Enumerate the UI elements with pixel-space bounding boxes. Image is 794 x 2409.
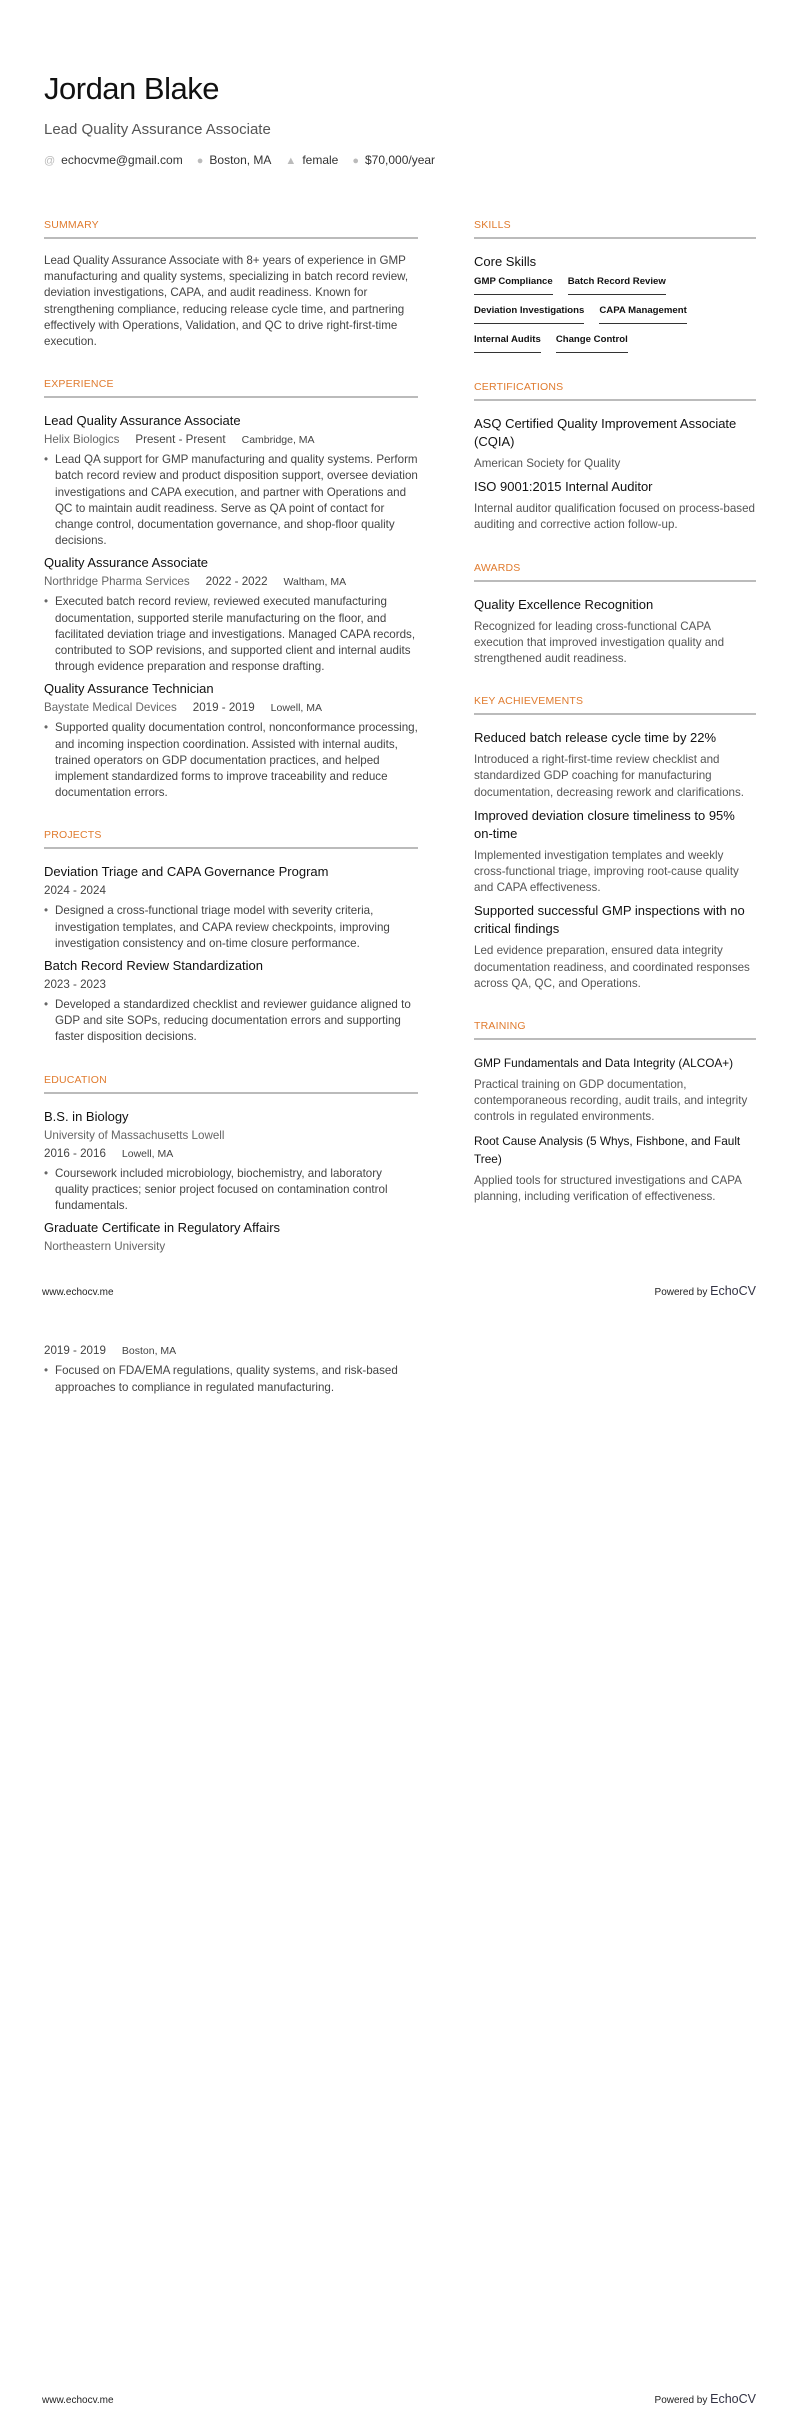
achievement-desc: Introduced a right-first-time review checklist and standardized GDP coaching for manufacturing documentation, decreasing rework and clarifications. bbox=[474, 753, 745, 799]
projects-section bbox=[44, 829, 418, 1045]
dates: Present - Present bbox=[135, 433, 226, 447]
bullet: • Focused on FDA/EMA regulations, quality systems, and risk-based approaches to compliance in regulated manufacturing. bbox=[44, 1363, 418, 1395]
education-item bbox=[44, 1108, 418, 1215]
company: Baystate Medical Devices bbox=[44, 701, 177, 715]
section-heading: EDUCATION bbox=[44, 1074, 418, 1094]
section-heading: SUMMARY bbox=[44, 219, 418, 239]
skill-tag: GMP Compliance bbox=[474, 276, 553, 295]
skill-tag: Change Control bbox=[556, 334, 628, 353]
contact-email[interactable]: @ echocvme@gmail.com bbox=[44, 153, 183, 167]
certifications-section bbox=[474, 381, 756, 534]
experience-item bbox=[44, 412, 418, 549]
candidate-title: Lead Quality Assurance Associate bbox=[44, 121, 271, 138]
section-heading: KEY ACHIEVEMENTS bbox=[474, 695, 756, 715]
skill-tag: CAPA Management bbox=[599, 305, 686, 324]
section-heading: EXPERIENCE bbox=[44, 378, 418, 398]
skills-group-title: Core Skills bbox=[474, 254, 537, 269]
skill-tag: Batch Record Review bbox=[568, 276, 666, 295]
training-name: GMP Fundamentals and Data Integrity (ALCOA+) bbox=[474, 1056, 734, 1071]
achievement-desc: Implemented investigation templates and weekly cross-functional triage, improving root-cause quality and CAPA effectiveness. bbox=[474, 848, 739, 895]
experience-item bbox=[44, 554, 418, 675]
cert-name: ASQ Certified Quality Improvement Associate (CQIA) bbox=[474, 416, 737, 449]
right-column bbox=[474, 219, 756, 1233]
project-title: Batch Record Review Standardization bbox=[44, 958, 263, 974]
contact-gender: ▲ female bbox=[285, 153, 339, 167]
education-item-continued bbox=[44, 1343, 418, 1395]
location: Boston, MA bbox=[121, 1345, 177, 1358]
training-desc: Practical training on GDP documentation, contemporaneous recording, audit trails, and integrity controls in regulated environments. bbox=[474, 1078, 748, 1124]
section-heading: TRAINING bbox=[474, 1020, 756, 1040]
page-footer bbox=[0, 1283, 794, 1301]
footer-site-link[interactable]: www.echocv.me bbox=[42, 1287, 114, 1299]
footer-powered-by: Powered by EchoCV bbox=[654, 2392, 756, 2407]
degree: Graduate Certificate in Regulatory Affairs bbox=[44, 1220, 281, 1236]
dates: 2019 - 2019 bbox=[192, 701, 255, 715]
summary-text: Lead Quality Assurance Associate with 8+ years of experience in GMP manufacturing and quality systems, specializing in batch record review, deviation investigations, CAPA, and audit readiness. Known for strengthening compliance, reducing release cycle time, and partnering effectively with Operations, Validation, and QC to drive right-first-time execution. bbox=[44, 254, 409, 349]
training-section bbox=[474, 1020, 756, 1205]
degree: B.S. in Biology bbox=[44, 1108, 129, 1124]
bullet: • Supported quality documentation control, nonconformance processing, and incoming inspection coordination. Assisted with internal audits, trained operators on GDP documentation practices, and helped implement standardized forms to improve traceability and reduce documentation errors. bbox=[44, 720, 418, 801]
footer-site-link[interactable]: www.echocv.me bbox=[42, 2395, 114, 2407]
location-pin-icon: ● bbox=[196, 155, 204, 167]
experience-section bbox=[44, 378, 418, 801]
dollar-icon: ● bbox=[352, 155, 359, 167]
left-column bbox=[44, 219, 418, 1283]
experience-item bbox=[44, 680, 418, 801]
section-heading: CERTIFICATIONS bbox=[474, 381, 756, 401]
section-heading: SKILLS bbox=[474, 219, 756, 239]
bullet: • Designed a cross-functional triage model with severity criteria, investigation templates, and CAPA review checkpoints, improving investigation consistency and on-time closure performance. bbox=[44, 903, 418, 952]
achievement-desc: Led evidence preparation, ensured data integrity documentation readiness, and coordinated responses across QA, QC, and Operations. bbox=[474, 944, 750, 990]
dates: 2019 - 2019 bbox=[44, 1344, 106, 1358]
bullet: • Lead QA support for GMP manufacturing and quality systems. Perform batch record review and product disposition support, oversee deviation investigations and CAPA execution, and partner with Operations and QC to maintain audit readiness. Serve as QA point of contact for change control, documentation governance, and shop-floor quality decisions. bbox=[44, 452, 418, 549]
page-footer bbox=[0, 2391, 794, 2409]
cert-issuer: American Society for Quality bbox=[474, 457, 621, 470]
cert-desc: Internal auditor qualification focused on process-based auditing and corrective action follow-up. bbox=[474, 502, 756, 532]
achievement-name: Reduced batch release cycle time by 22% bbox=[474, 730, 717, 746]
contact-location: ● Boston, MA bbox=[196, 153, 272, 167]
awards-section bbox=[474, 562, 756, 668]
job-title: Quality Assurance Associate bbox=[44, 555, 209, 571]
bullet: • Developed a standardized checklist and reviewer guidance aligned to GDP and site SOPs, reducing documentation errors and supporting faster disposition decisions. bbox=[44, 997, 418, 1046]
cert-name: ISO 9001:2015 Internal Auditor bbox=[474, 479, 653, 495]
footer-powered-by: Powered by EchoCV bbox=[654, 1284, 756, 1299]
resume-page-2 bbox=[0, 1301, 794, 2391]
school: University of Massachusetts Lowell bbox=[44, 1128, 225, 1142]
award-desc: Recognized for leading cross-functional CAPA execution that improved investigation quality and strengthened audit readiness. bbox=[474, 619, 725, 666]
education-section bbox=[44, 1074, 418, 1256]
dates: 2022 - 2022 bbox=[205, 575, 268, 589]
skill-tag: Deviation Investigations bbox=[474, 305, 584, 324]
award-name: Quality Excellence Recognition bbox=[474, 596, 654, 612]
dates: 2023 - 2023 bbox=[44, 978, 106, 992]
education-item bbox=[44, 1219, 418, 1255]
candidate-name: Jordan Blake bbox=[44, 71, 219, 106]
achievement-name: Supported successful GMP inspections with no critical findings bbox=[474, 903, 745, 937]
section-heading: AWARDS bbox=[474, 562, 756, 582]
contact-salary: ● $70,000/year bbox=[352, 153, 436, 167]
project-item bbox=[44, 957, 418, 1046]
training-desc: Applied tools for structured investigations and CAPA planning, including verification of effectiveness. bbox=[474, 1173, 742, 1203]
company: Northridge Pharma Services bbox=[44, 575, 190, 589]
school: Northeastern University bbox=[44, 1240, 166, 1254]
section-heading: PROJECTS bbox=[44, 829, 418, 849]
location: Waltham, MA bbox=[283, 576, 347, 589]
dates: 2024 - 2024 bbox=[44, 884, 106, 898]
brand-logo: EchoCV bbox=[710, 2392, 756, 2407]
skill-tag: Internal Audits bbox=[474, 334, 541, 353]
skills-section bbox=[474, 219, 756, 353]
achievements-section bbox=[474, 695, 756, 992]
job-title: Quality Assurance Technician bbox=[44, 681, 214, 697]
person-icon: ▲ bbox=[285, 155, 297, 167]
project-item bbox=[44, 863, 418, 952]
brand-logo: EchoCV bbox=[710, 1284, 756, 1299]
bullet: • Coursework included microbiology, biochemistry, and laboratory quality practices; senior project focused on contamination control fundamentals. bbox=[44, 1166, 418, 1215]
bullet: • Executed batch record review, reviewed executed manufacturing documentation, supported sterile manufacturing on the floor, and facilitated deviation triage and investigations. Managed CAPA records, contributed to SOP revisions, and supported client and internal audits through evidence preparation and response drafting. bbox=[44, 594, 418, 675]
training-name: Root Cause Analysis (5 Whys, Fishbone, and Fault Tree) bbox=[474, 1133, 741, 1166]
location: Lowell, MA bbox=[270, 702, 322, 715]
location: Cambridge, MA bbox=[241, 434, 315, 447]
contact-row bbox=[44, 152, 756, 169]
job-title: Lead Quality Assurance Associate bbox=[44, 413, 241, 429]
at-icon: @ bbox=[44, 155, 56, 167]
location: Lowell, MA bbox=[121, 1147, 174, 1160]
project-title: Deviation Triage and CAPA Governance Program bbox=[44, 864, 329, 880]
dates: 2016 - 2016 bbox=[44, 1146, 106, 1160]
company: Helix Biologics bbox=[44, 433, 120, 447]
achievement-name: Improved deviation closure timeliness to 95% on-time bbox=[474, 807, 735, 841]
summary-section bbox=[44, 219, 418, 350]
